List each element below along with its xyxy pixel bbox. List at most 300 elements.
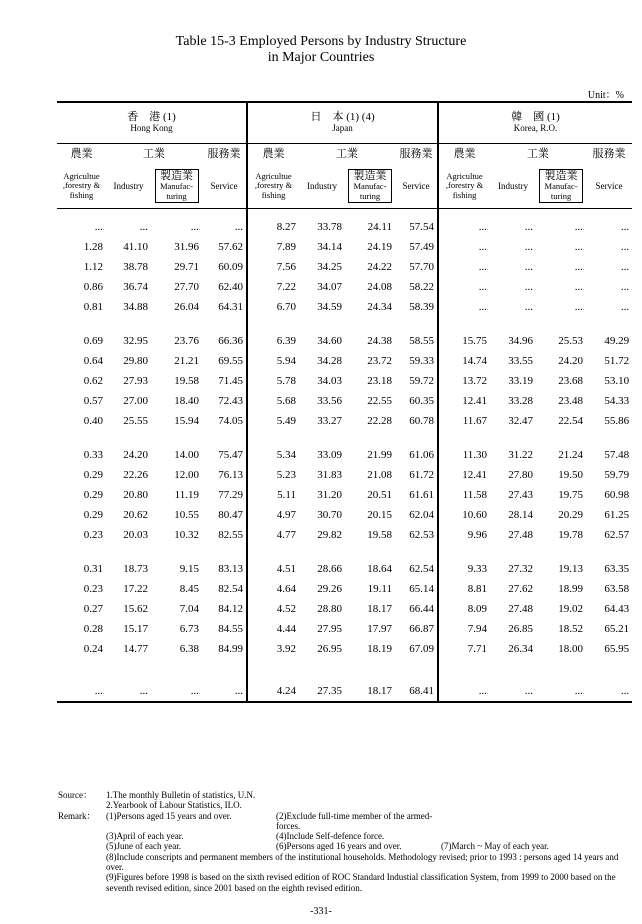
table-cell: 10.32 (174, 529, 199, 541)
table-cell: 19.50 (558, 469, 584, 481)
table-cell: 28.66 (317, 563, 343, 575)
table-cell: 8.27 (247, 209, 299, 238)
table-cell: 12.00 (174, 469, 199, 481)
table-cell: 0.28 (83, 623, 103, 635)
table-cell: 5.49 (247, 411, 299, 431)
table-cell: 33.78 (317, 221, 343, 233)
page-number: -331- (310, 906, 332, 917)
table-cell: 23.76 (174, 335, 199, 347)
table-cell: 22.55 (367, 395, 393, 407)
table-cell: 0.29 (83, 509, 103, 521)
table-cell: 9.15 (179, 563, 199, 575)
table-cell: 11.58 (438, 485, 490, 505)
table-cell: 15.94 (174, 415, 199, 427)
table-cell: 21.24 (558, 449, 584, 461)
table-cell: 61.72 (409, 469, 435, 481)
header-agri-en: Agricultue ,forestry & fishing (438, 164, 490, 209)
header-industry-en: Industry (299, 164, 345, 209)
table-cell: 0.23 (83, 529, 103, 541)
source-line-2: 2.Yearbook of Labour Statistics, ILO. (106, 800, 242, 811)
table-row (57, 485, 632, 505)
table-cell: 34.14 (317, 241, 343, 253)
table-cell: 27.35 (299, 681, 345, 702)
table-cell: 26.04 (174, 301, 199, 313)
table-cell: 27.48 (508, 603, 534, 615)
table-cell: 28.80 (317, 603, 343, 615)
header-service-cn: 服務業 (399, 147, 433, 160)
source-label: Source： (58, 790, 92, 800)
table-cell: 17.22 (123, 583, 148, 595)
table-cell: 27.80 (508, 469, 534, 481)
remark-9: (9)Figures before 1998 is based on the sixth revised edition of ROC Standard Industial classification System, from 1999 to 2000 based on the seventh revised edition, since 2001 based on the eighth revised edition. (106, 872, 616, 893)
header-manuf: 製造業 Manufac- turing (151, 164, 202, 209)
table-cell: ... (620, 281, 630, 293)
table-cell: 82.55 (218, 529, 244, 541)
table-cell: 7.22 (247, 277, 299, 297)
table-cell: 57.62 (218, 241, 244, 253)
table-row (57, 277, 632, 297)
table-row (57, 445, 632, 465)
table-cell: 0.31 (83, 563, 103, 575)
table-cell: 80.47 (218, 509, 244, 521)
table-cell: 49.29 (604, 335, 630, 347)
table-cell: 0.23 (83, 583, 103, 595)
table-cell: 77.29 (218, 489, 244, 501)
table-cell: 19.58 (367, 529, 393, 541)
table-cell: 23.68 (558, 375, 584, 387)
table-cell: 82.54 (218, 583, 244, 595)
table-cell: ... (620, 301, 630, 313)
table-cell: 19.13 (558, 563, 584, 575)
table-cell: 7.94 (438, 619, 490, 639)
header-manuf: 製造業 Manufac- turing (536, 164, 586, 209)
table-cell: 10.55 (174, 509, 199, 521)
table-row (57, 391, 632, 411)
table-cell: ... (586, 681, 632, 702)
table-cell: 34.60 (317, 335, 343, 347)
header-agri-cn: 農業 (70, 147, 93, 160)
table-cell: 30.70 (317, 509, 343, 521)
title-line-1: Table 15-3 Employed Persons by Industry Structure (175, 34, 467, 49)
table-cell: 5.34 (247, 445, 299, 465)
table-cell: 26.34 (508, 643, 534, 655)
table-cell: ... (620, 221, 630, 233)
table-cell: 29.71 (174, 261, 199, 273)
table-cell: 12.41 (438, 465, 490, 485)
table-cell: 65.95 (604, 643, 630, 655)
table-cell: 84.12 (218, 603, 244, 615)
table-cell: 74.05 (218, 415, 244, 427)
table-cell: 34.25 (317, 261, 343, 273)
title-line-2: in Major Countries (267, 50, 375, 65)
table-cell: 84.99 (218, 643, 244, 655)
table-cell: 5.94 (247, 351, 299, 371)
table-cell: 57.54 (409, 221, 435, 233)
header-manuf: 製造業 Manufac- turing (345, 164, 395, 209)
table-cell: ... (94, 221, 103, 233)
table-cell: 32.47 (508, 415, 534, 427)
table-cell: 17.97 (367, 623, 393, 635)
header-service-en: Service (395, 164, 438, 209)
table-cell: ... (524, 281, 534, 293)
table-row (57, 505, 632, 525)
table-cell: 33.19 (508, 375, 534, 387)
table-cell: 19.78 (558, 529, 584, 541)
table-cell: 20.51 (367, 489, 393, 501)
country-header-row (57, 102, 632, 144)
table-cell: ... (57, 681, 106, 702)
table-cell: 27.43 (508, 489, 534, 501)
table-cell: 20.29 (558, 509, 584, 521)
table-cell: 32.95 (123, 335, 148, 347)
table-title (0, 34, 642, 66)
table-cell: 69.55 (218, 355, 244, 367)
table-cell: 23.18 (367, 375, 393, 387)
table-cell: 28.14 (508, 509, 534, 521)
table-row (57, 599, 632, 619)
table-cell: 0.62 (83, 375, 103, 387)
table-cell: ... (524, 301, 534, 313)
country-korea: 韓 國 (1) Korea, R.O. (438, 102, 632, 144)
remarks: Remark： (1)Persons aged 15 years and over. (2)Exclude full-time member of the armed-forces. (3)April of each year. (4)Include Self-defence force. (5)June of each year. (6)Persons aged 16 years and over. (7)March ~ May of each year. (8)Include conscripts and permanent members of the institutional households. Methodology revised; prior to 1993 : persons aged 14 years and over. (9)Figures before 1998 is based on the sixth revised edition of ROC Standard Industial classification System, from 1999 to 2000 based on the seventh revised edition, since 2001 based on the eighth revised edition. (58, 811, 633, 893)
table-cell: 23.72 (367, 355, 393, 367)
table-cell: 0.69 (83, 335, 103, 347)
table-cell: 4.64 (247, 579, 299, 599)
table-cell: 62.04 (409, 509, 435, 521)
table-body (57, 209, 632, 703)
table-cell: ... (574, 281, 584, 293)
table-cell: 34.88 (123, 301, 148, 313)
table-cell: 36.74 (123, 281, 148, 293)
table-cell: 0.27 (83, 603, 103, 615)
header-service-en: Service (586, 164, 632, 209)
table-cell: 24.34 (367, 301, 393, 313)
table-cell: 5.68 (247, 391, 299, 411)
table-cell: 33.28 (508, 395, 534, 407)
table-cell: ... (536, 681, 586, 702)
table-cell: ... (151, 681, 202, 702)
table-cell: 18.17 (345, 681, 395, 702)
table-cell: 66.44 (409, 603, 435, 615)
table-cell: 83.13 (218, 563, 244, 575)
table-cell: 14.77 (123, 643, 148, 655)
table-cell: 27.62 (508, 583, 534, 595)
table-cell: 27.93 (123, 375, 148, 387)
table-cell: 1.28 (83, 241, 103, 253)
table-cell: 58.55 (409, 335, 435, 347)
table-row (57, 619, 632, 639)
table-cell: 60.98 (604, 489, 630, 501)
table-cell: 4.52 (247, 599, 299, 619)
table-cell: 66.36 (218, 335, 244, 347)
header-industry-cn: 工業 (527, 147, 550, 160)
table-cell: 4.24 (247, 681, 299, 702)
source-line-1: Source： 1.The monthly Bulletin of statistics, U.N. (58, 790, 256, 800)
table-cell: 64.31 (218, 301, 244, 313)
table-cell: ... (438, 257, 490, 277)
header-industry-en: Industry (106, 164, 151, 209)
table-cell: ... (438, 237, 490, 257)
table-cell: 58.22 (409, 281, 435, 293)
spacer-row (57, 317, 632, 331)
table-cell: 19.75 (558, 489, 584, 501)
spacer-row (57, 545, 632, 559)
table-cell: 31.83 (317, 469, 343, 481)
table-cell: 58.39 (409, 301, 435, 313)
table-cell: 24.08 (367, 281, 393, 293)
table-row (57, 297, 632, 317)
table-cell: 67.09 (409, 643, 435, 655)
table-cell: 9.33 (438, 559, 490, 579)
table-cell: 7.71 (438, 639, 490, 659)
table-cell: ... (438, 209, 490, 238)
table-cell: 10.60 (438, 505, 490, 525)
table-cell: 22.54 (558, 415, 584, 427)
table-cell: 5.11 (247, 485, 299, 505)
table-cell: 0.29 (83, 469, 103, 481)
table-cell: 19.11 (367, 583, 393, 595)
table-cell: 1.12 (83, 261, 103, 273)
table-cell: 31.22 (508, 449, 534, 461)
table-cell: 0.86 (83, 281, 103, 293)
table-cell: 14.74 (438, 351, 490, 371)
table-cell: 24.22 (367, 261, 393, 273)
table-cell: 34.28 (317, 355, 343, 367)
table-cell: 18.17 (367, 603, 393, 615)
table-cell: 11.30 (438, 445, 490, 465)
table-cell: 0.29 (83, 489, 103, 501)
table-cell: 34.07 (317, 281, 343, 293)
header-agri-en: Agricultue ,forestry & fishing (247, 164, 299, 209)
spacer-row (57, 431, 632, 445)
table-cell: 84.55 (218, 623, 244, 635)
table-cell: 22.26 (123, 469, 148, 481)
table-cell: ... (202, 681, 247, 702)
table-cell: 27.70 (174, 281, 199, 293)
remark-8: (8)Include conscripts and permanent members of the institutional households. Methodology revised; prior to 1993 : persons aged 14 years and over. (106, 851, 619, 873)
table-cell: 31.96 (174, 241, 199, 253)
table-cell: 31.20 (317, 489, 343, 501)
table-cell: 71.45 (218, 375, 244, 387)
table-row (57, 579, 632, 599)
table-row (57, 331, 632, 351)
table-cell: 34.59 (317, 301, 343, 313)
table-cell: 9.96 (438, 525, 490, 545)
table-cell: 24.19 (367, 241, 393, 253)
table-cell: 5.78 (247, 371, 299, 391)
table-cell: 27.48 (508, 529, 534, 541)
table-row (57, 559, 632, 579)
table-cell: 11.67 (438, 411, 490, 431)
table-cell: 29.80 (123, 355, 148, 367)
country-hongkong: 香 港 (1) Hong Kong (57, 102, 247, 144)
table-cell: 24.38 (367, 335, 393, 347)
table-cell: 21.21 (174, 355, 199, 367)
country-japan: 日 本 (1) (4) Japan (247, 102, 438, 144)
table-cell: 12.41 (438, 391, 490, 411)
table-cell: 18.00 (558, 643, 584, 655)
table-cell: 7.04 (179, 603, 199, 615)
table-cell: ... (574, 221, 584, 233)
data-table (57, 101, 632, 703)
table-cell: ... (524, 221, 534, 233)
table-cell: 6.70 (247, 297, 299, 317)
table-row (57, 237, 632, 257)
table-cell: 61.61 (409, 489, 435, 501)
table-cell: 6.73 (179, 623, 199, 635)
table-cell: 51.72 (604, 355, 630, 367)
table-cell: 4.44 (247, 619, 299, 639)
table-cell: ... (620, 261, 630, 273)
table-cell: 60.78 (409, 415, 435, 427)
table-cell: 18.99 (558, 583, 584, 595)
table-cell: 26.95 (317, 643, 343, 655)
table-cell: 27.95 (317, 623, 343, 635)
table-cell: 4.77 (247, 525, 299, 545)
table-cell: ... (234, 221, 244, 233)
table-cell: 6.38 (179, 643, 199, 655)
table-cell: 59.72 (409, 375, 435, 387)
table-cell: ... (490, 681, 536, 702)
table-cell: 20.03 (123, 529, 148, 541)
table-cell: 8.81 (438, 579, 490, 599)
table-cell: 0.64 (83, 355, 103, 367)
header-service-cn: 服務業 (592, 147, 626, 160)
table-cell: 61.25 (604, 509, 630, 521)
table-cell: 0.81 (83, 301, 103, 313)
notes (58, 790, 633, 893)
table-cell: ... (524, 241, 534, 253)
header-service-cn: 服務業 (207, 147, 241, 160)
table-cell: 24.20 (123, 449, 148, 461)
table-cell: 22.28 (367, 415, 393, 427)
table-cell: 33.27 (317, 415, 343, 427)
table-row (57, 351, 632, 371)
table-cell: 33.55 (508, 355, 534, 367)
table-cell: ... (106, 681, 151, 702)
table-cell: 29.26 (317, 583, 343, 595)
table-cell: 18.52 (558, 623, 584, 635)
sector-header-row (57, 144, 632, 165)
table-cell: 76.13 (218, 469, 244, 481)
table-cell: 4.97 (247, 505, 299, 525)
table-cell: ... (524, 261, 534, 273)
table-cell: 60.35 (409, 395, 435, 407)
table-cell: 27.00 (123, 395, 148, 407)
table-cell: 65.21 (604, 623, 630, 635)
table-cell: 14.00 (174, 449, 199, 461)
table-cell: ... (438, 681, 490, 702)
table-cell: 61.06 (409, 449, 435, 461)
table-cell: ... (574, 241, 584, 253)
unit-label: Unit：% (587, 90, 624, 101)
table-cell: 18.64 (367, 563, 393, 575)
table-cell: 59.79 (604, 469, 630, 481)
header-industry-cn: 工業 (336, 147, 359, 160)
table-cell: 3.92 (247, 639, 299, 659)
table-cell: 57.48 (604, 449, 630, 461)
table-row (57, 639, 632, 659)
table-cell: 65.14 (409, 583, 435, 595)
table-cell: 38.78 (123, 261, 148, 273)
header-service-en: Service (202, 164, 247, 209)
table-cell: 8.09 (438, 599, 490, 619)
table-cell: 23.48 (558, 395, 584, 407)
table-cell: ... (574, 301, 584, 313)
table-row (57, 209, 632, 238)
table-cell: 24.20 (558, 355, 584, 367)
spacer-row (57, 659, 632, 681)
table-cell: 21.08 (367, 469, 393, 481)
table-row (57, 257, 632, 277)
table-cell: 7.56 (247, 257, 299, 277)
table-cell: 7.89 (247, 237, 299, 257)
table-cell: 5.23 (247, 465, 299, 485)
table-cell: 21.99 (367, 449, 393, 461)
table-cell: ... (139, 221, 148, 233)
table-row (57, 525, 632, 545)
table-cell: 59.33 (409, 355, 435, 367)
table-cell: 4.51 (247, 559, 299, 579)
table-cell: 62.57 (604, 529, 630, 541)
table-cell: 19.58 (174, 375, 199, 387)
table-cell: 62.53 (409, 529, 435, 541)
table-cell: 15.75 (438, 331, 490, 351)
table-cell: ... (438, 297, 490, 317)
header-industry-en: Industry (490, 164, 536, 209)
header-agri-en: Agricultue ,forestry & fishing (57, 164, 106, 209)
table-cell: 20.80 (123, 489, 148, 501)
table-cell: 18.40 (174, 395, 199, 407)
table-cell: ... (620, 241, 630, 253)
table-cell: 15.17 (123, 623, 148, 635)
table-cell: ... (190, 221, 199, 233)
table-cell: ... (438, 277, 490, 297)
table-cell: 68.41 (395, 681, 438, 702)
table-cell: 6.39 (247, 331, 299, 351)
table-row (57, 465, 632, 485)
table-cell: 8.45 (179, 583, 199, 595)
table-cell: 18.73 (123, 563, 148, 575)
table-cell: 29.82 (317, 529, 343, 541)
table-cell: 0.33 (83, 449, 103, 461)
table-cell: 64.43 (604, 603, 630, 615)
table-cell: 18.19 (367, 643, 393, 655)
table-cell: 62.54 (409, 563, 435, 575)
table-cell: 27.32 (508, 563, 534, 575)
table-cell: 63.35 (604, 563, 630, 575)
table-cell: 13.72 (438, 371, 490, 391)
table-cell: 34.03 (317, 375, 343, 387)
table-row (57, 411, 632, 431)
remark-label: Remark： (58, 810, 96, 821)
table-cell: 25.53 (558, 335, 584, 347)
table-cell: 24.11 (367, 221, 393, 233)
table-cell: 33.56 (317, 395, 343, 407)
table-cell: 34.96 (508, 335, 534, 347)
table-cell: ... (574, 261, 584, 273)
table-row (57, 371, 632, 391)
table-cell: 20.62 (123, 509, 148, 521)
table-cell: 60.09 (218, 261, 244, 273)
table-cell: 66.87 (409, 623, 435, 635)
header-agri-cn: 農業 (438, 144, 490, 165)
table-cell: 62.40 (218, 281, 244, 293)
table-cell: 19.02 (558, 603, 584, 615)
table-cell: 41.10 (123, 241, 148, 253)
table-cell: 55.86 (604, 415, 630, 427)
table-cell: 53.10 (604, 375, 630, 387)
